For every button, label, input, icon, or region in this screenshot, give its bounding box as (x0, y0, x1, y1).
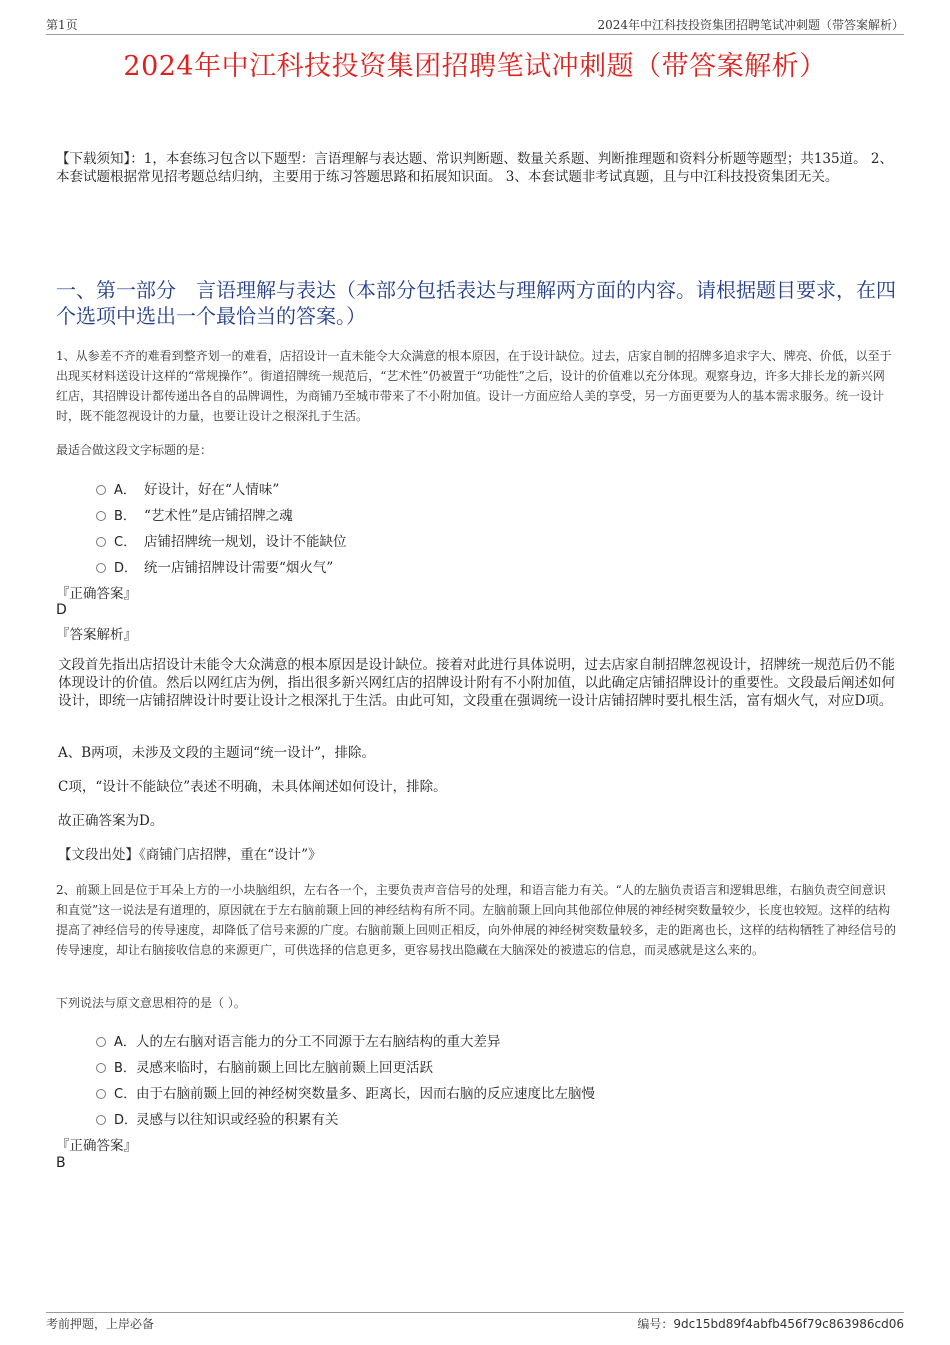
q2-option-d[interactable]: D．灵感与以往知识或经验的积累有关 (96, 1108, 339, 1128)
q1-analysis-conclusion: 故正确答案为D。 (58, 813, 164, 829)
q2-answer-label: 『正确答案』 (56, 1138, 137, 1154)
q1-prompt: 最适合做这段文字标题的是： (56, 443, 213, 457)
radio-icon[interactable] (96, 511, 106, 521)
q1-analysis-c: C项，“设计不能缺位”表述不明确，未具体阐述如何设计，排除。 (58, 779, 447, 795)
radio-icon[interactable] (96, 1037, 106, 1047)
radio-icon[interactable] (96, 537, 106, 547)
page-number: 第1页 (46, 18, 78, 32)
q1-answer: D (56, 602, 67, 618)
document-title: 2024年中江科技投资集团招聘笔试冲刺题（带答案解析） (123, 51, 827, 82)
radio-icon[interactable] (96, 563, 106, 573)
download-notice: 【下载须知】：1，本套练习包含以下题型：言语理解与表达题、常识判断题、数量关系题、判断推理题和资料分析题等题型；共135道。 2、本套试题根据常见招考题总结归纳，主要用于练习答题思路和拓展知识面。 3、本套试题非考试真题，且与中江科技投资集团无关。 (56, 151, 893, 185)
q2-prompt: 下列说法与原文意思相符的是（ ）。 (56, 996, 246, 1010)
q1-option-b[interactable]: B． “艺术性”是店铺招牌之魂 (96, 504, 293, 524)
q2-option-a[interactable]: A．人的左右脑对语言能力的分工不同源于左右脑结构的重大差异 (96, 1030, 501, 1050)
page-header (46, 14, 904, 35)
q1-option-d[interactable]: D． 统一店铺招牌设计需要“烟火气” (96, 556, 333, 576)
q1-analysis-main: 文段首先指出店招设计未能令大众满意的根本原因是设计缺位。接着对此进行具体说明，过去店家自制招牌忽视设计，招牌统一规范后仍不能体现设计的价值。然后以网红店为例，指出很多新兴网红店的招牌设计附有不小附加值，以此确定店铺招牌设计的重要性。文段最后阐述如何设计，即统一店铺招牌设计时要让设计之根深扎于生活。由此可知，文段重在强调统一设计店铺招牌时要扎根生活，富有烟火气，对应D项。 (58, 657, 895, 709)
q2-answer: B (56, 1155, 66, 1171)
q1-option-a[interactable]: A． 好设计，好在“人情味” (96, 478, 279, 498)
footer-slogan: 考前押题，上岸必备 (46, 1317, 155, 1331)
q1-option-c[interactable]: C． 店铺招牌统一规划，设计不能缺位 (96, 530, 347, 550)
q2-stem: 2、前颞上回是位于耳朵上方的一小块脑组织，左右各一个，主要负责声音信号的处理，和语言能力有关。“人的左脑负责语言和逻辑思维，右脑负责空间意识和直觉”这一说法是有道理的，原因就在于左右脑前颞上回的神经结构有所不同。左脑前颞上回向其他部位伸展的神经树突数量较少，长度也较短。这样的结构提高了神经信号的传导速度，却降低了信号来源的广度。右脑前颞上回则正相反，向外伸展的神经树突数量较多，走的距离也长，这样的结构牺牲了神经信号的传导速度，却让右脑接收信息的来源更广，可供选择的信息更多，更容易找出隐藏在大脑深处的被遗忘的信息，而灵感就是这么来的。 (56, 883, 897, 957)
radio-icon[interactable] (96, 1115, 106, 1125)
q1-analysis-ab: A、B两项，未涉及文段的主题词“统一设计”，排除。 (58, 745, 375, 761)
section-heading: 一、第一部分 言语理解与表达（本部分包括表达与理解两方面的内容。请根据题目要求，在四个选项中选出一个最恰当的答案。） (56, 278, 896, 328)
q1-answer-label: 『正确答案』 (56, 586, 137, 602)
q1-source: 【文段出处】《商铺门店招牌，重在“设计”》 (58, 847, 322, 863)
q1-stem: 1、从参差不齐的难看到整齐划一的难看，店招设计一直未能令大众满意的根本原因，在于设计缺位。过去，店家自制的招牌多追求字大、牌亮、价低，以至于出现买材料送设计这样的“常规操作”。街道招牌统一规范后，“艺术性”仍被置于“功能性”之后，设计的价值难以充分体现。观察身边，许多大排长龙的新兴网红店，其招牌设计都传递出各自的品牌调性，为商铺乃至城市带来了不小附加值。设计一方面应给人美的享受，另一方面更要为人的基本需求服务。统一设计时，既不能忽视设计的力量，也要让设计之根深扎于生活。 (56, 349, 892, 423)
header-doc-title: 2024年中江科技投资集团招聘笔试冲刺题（带答案解析） (597, 18, 904, 32)
q2-option-c[interactable]: C．由于右脑前颞上回的神经树突数量多、距离长，因而右脑的反应速度比左脑慢 (96, 1082, 595, 1102)
radio-icon[interactable] (96, 1089, 106, 1099)
radio-icon[interactable] (96, 1063, 106, 1073)
q2-option-b[interactable]: B．灵感来临时，右脑前颞上回比左脑前颞上回更活跃 (96, 1056, 433, 1076)
q1-analysis-label: 『答案解析』 (56, 627, 137, 643)
radio-icon[interactable] (96, 485, 106, 495)
footer-code: 编号：9dc15bd89f4abfb456f79c863986cd06 (637, 1317, 904, 1331)
page-footer (46, 1312, 904, 1331)
